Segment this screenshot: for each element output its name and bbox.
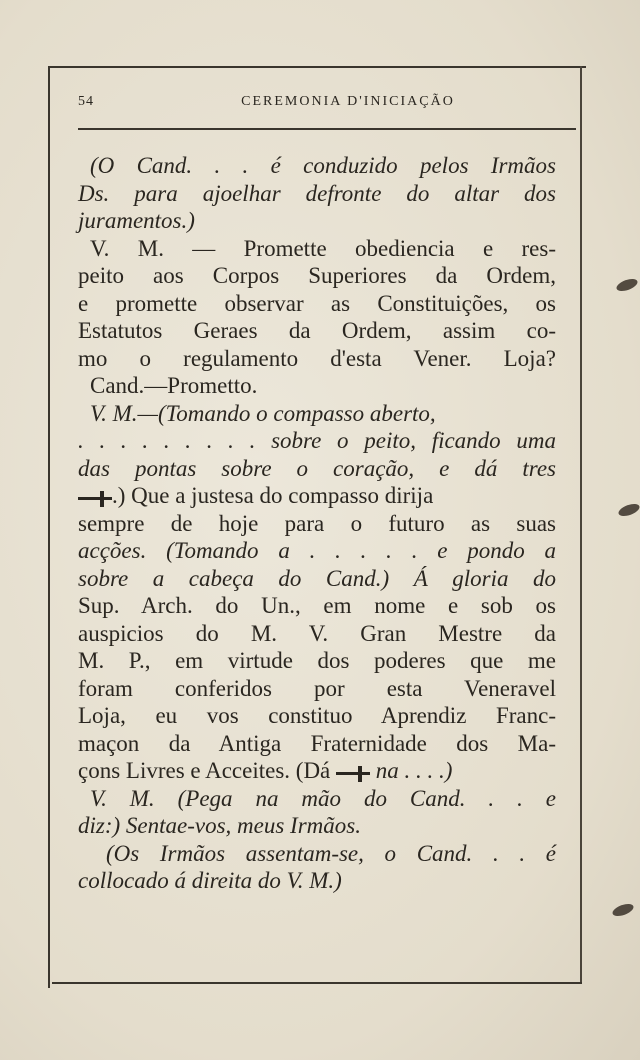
text-line: juramentos.)	[78, 208, 195, 233]
text-line: .) Que a justesa do compasso dirija	[78, 482, 556, 510]
text-line: Sup. Arch. do Un., em nome e sob os	[78, 593, 556, 618]
text-line: collocado á direita do V. M.)	[78, 868, 342, 893]
text-line: foram conferidos por esta Veneravel	[78, 675, 556, 701]
text-line: Loja, eu vos constituo Aprendiz Franc-	[78, 703, 556, 728]
text-line: Estatutos Geraes da Ordem, assim co-	[78, 318, 556, 343]
cross-mark-icon	[78, 491, 112, 505]
cross-mark-icon	[336, 766, 370, 780]
body-text	[78, 152, 556, 895]
header-rule	[78, 128, 576, 130]
ink-smudge	[615, 277, 639, 294]
text-line: mo o regulamento d'esta Vener. Loja?	[78, 345, 556, 371]
text-line: (O Cand. . . é conduzido pelos Irmãos	[90, 153, 556, 178]
text-line: Cand.—Prometto.	[90, 373, 258, 398]
text-line: çons Livres e Acceites. (Dá na . . . .)	[78, 758, 453, 783]
page-border-right	[580, 66, 582, 984]
ink-smudge	[611, 902, 635, 919]
text-line: diz:) Sentae-vos, meus Irmãos.	[78, 813, 361, 838]
text-line: . . . . . . . . . sobre o peito, ficando uma	[78, 428, 556, 453]
text-line: V. M.—(Tomando o compasso aberto,	[90, 400, 436, 426]
text-line: sempre de hoje para o futuro as suas	[78, 510, 556, 536]
text-line: acções. (Tomando a . . . . . e pondo a	[78, 538, 556, 563]
text-line: V. M. — Promette obediencia e res-	[90, 235, 556, 261]
text-line: e promette observar as Constituições, os	[78, 290, 556, 316]
text-line: V. M. (Pega na mão do Cand. . . e	[90, 785, 556, 811]
text-line: sobre a cabeça do Cand.) Á gloria do	[78, 565, 556, 591]
text-line: auspicios do M. V. Gran Mestre da	[78, 620, 556, 646]
bottom-rule	[52, 982, 582, 984]
page-header	[78, 94, 558, 118]
text-line: das pontas sobre o coração, e dá tres	[78, 455, 556, 481]
text-line: (Os Irmãos assentam-se, o Cand. . . é	[106, 840, 556, 866]
page-number: 54	[78, 94, 94, 109]
text-line: peito aos Corpos Superiores da Ordem,	[78, 263, 556, 288]
text-line: Ds. para ajoelhar defronte do altar dos	[78, 180, 556, 206]
running-title: CEREMONIA D'INICIAÇÃO	[241, 94, 455, 109]
ink-smudge	[617, 502, 640, 519]
text-line: maçon da Antiga Fraternidade dos Ma-	[78, 730, 556, 756]
text-line: M. P., em virtude dos poderes que me	[78, 648, 556, 673]
